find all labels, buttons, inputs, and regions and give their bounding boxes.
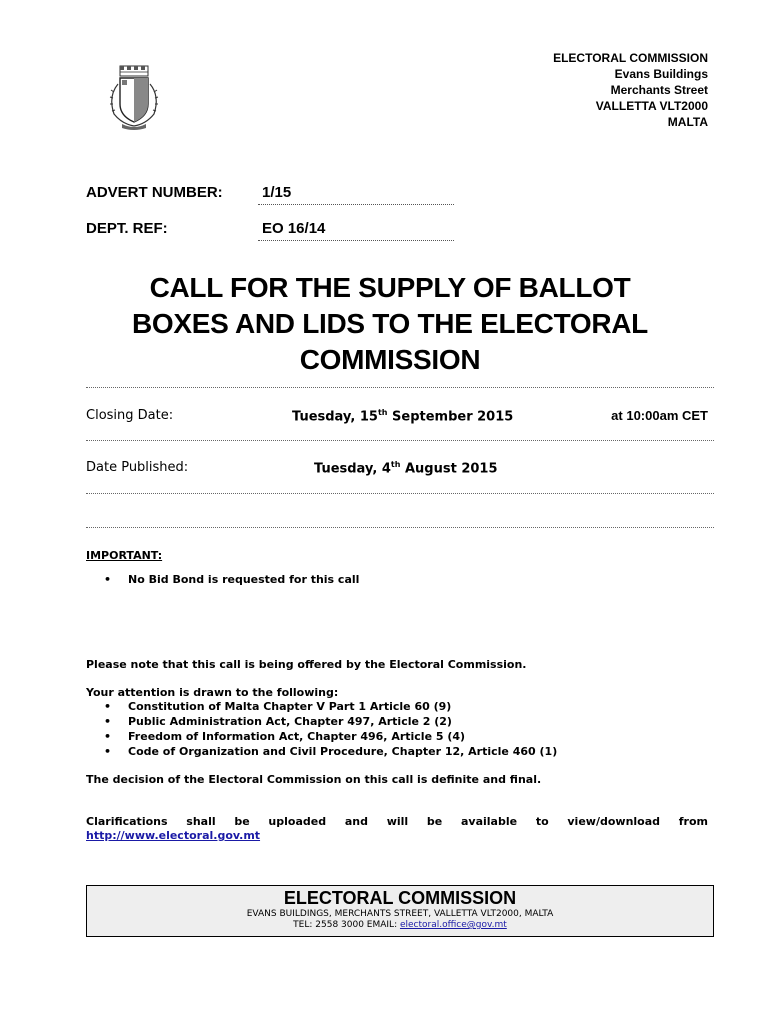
footer-address: EVANS BUILDINGS, MERCHANTS STREET, VALLETTA VLT2000, MALTA [246, 909, 554, 919]
clar-word: view/download [567, 815, 661, 828]
clarifications-paragraph [86, 815, 708, 842]
footer-contact [87, 920, 713, 931]
clarifications-line [86, 815, 708, 828]
advert-number-value: 1/15 [262, 184, 292, 201]
list-item: • No Bid Bond is requested for this call [104, 572, 359, 587]
published-date-value [314, 460, 498, 476]
clar-word: shall [186, 815, 216, 828]
clar-word: and [344, 815, 368, 828]
published-date-label: Date Published: [86, 460, 189, 475]
title-line-1: CALL FOR THE SUPPLY OF BALLOT [149, 272, 631, 303]
header-address [553, 50, 708, 130]
closing-date-rest: September 2015 [387, 409, 514, 425]
title-line-3: COMMISSION [299, 344, 481, 375]
dept-ref-underline [258, 240, 454, 241]
clar-word: will [386, 815, 409, 828]
footer-contact-prefix: TEL: 2558 3000 EMAIL: [293, 920, 400, 930]
closing-date-label: Closing Date: [86, 408, 174, 423]
important-list [104, 572, 359, 587]
clar-word: Clarifications [86, 815, 168, 828]
advert-number-underline [258, 204, 454, 205]
divider [86, 527, 714, 528]
attention-intro: Your attention is drawn to the following: [86, 686, 339, 699]
list-item: • Constitution of Malta Chapter V Part 1 Article 60 (9) [104, 699, 557, 714]
clar-word: uploaded [268, 815, 327, 828]
closing-date-day: Tuesday, 15 [292, 409, 378, 425]
address-line-2: Evans Buildings [614, 67, 708, 81]
title-line-2: BOXES AND LIDS TO THE ELECTORAL [131, 308, 648, 339]
published-date-suffix: th [390, 460, 401, 469]
dept-ref-label: DEPT. REF: [86, 220, 168, 237]
list-item: • Public Administration Act, Chapter 497, Article 2 (2) [104, 714, 557, 729]
address-line-1: ELECTORAL COMMISSION [553, 51, 708, 65]
footer-box [86, 885, 714, 937]
clar-word: be [426, 815, 443, 828]
address-line-3: Merchants Street [610, 83, 708, 97]
list-item: • Freedom of Information Act, Chapter 496, Article 5 (4) [104, 729, 557, 744]
divider [86, 387, 714, 388]
important-heading: IMPORTANT: [86, 549, 163, 562]
decision-statement: The decision of the Electoral Commission on this call is definite and final. [86, 773, 542, 786]
address-line-5: MALTA [667, 115, 708, 129]
offering-note: Please note that this call is being offered by the Electoral Commission. [86, 658, 527, 671]
advert-number-label: ADVERT NUMBER: [86, 184, 223, 201]
dept-ref-value: EO 16/14 [262, 220, 326, 237]
divider [86, 440, 714, 441]
published-date-day: Tuesday, 4 [314, 461, 391, 477]
laws-list [104, 699, 557, 759]
closing-date-suffix: th [377, 408, 388, 417]
list-item: • Code of Organization and Civil Procedure, Chapter 12, Article 460 (1) [104, 744, 557, 759]
clar-word: be [234, 815, 250, 828]
clar-word: available [461, 815, 518, 828]
closing-time: at 10:00am CET [611, 408, 708, 423]
published-date-rest: August 2015 [400, 461, 498, 477]
clar-word: from [678, 815, 708, 828]
document-title [60, 270, 720, 378]
footer-email-link[interactable]: electoral.office@gov.mt [399, 920, 507, 930]
clar-word: to [535, 815, 549, 828]
footer-title: ELECTORAL COMMISSION [283, 888, 517, 908]
divider [86, 493, 714, 494]
coat-of-arms-logo [104, 64, 164, 132]
electoral-website-link[interactable]: http://www.electoral.gov.mt [86, 829, 261, 842]
closing-date-value [292, 408, 513, 424]
address-line-4: VALLETTA VLT2000 [595, 99, 708, 113]
